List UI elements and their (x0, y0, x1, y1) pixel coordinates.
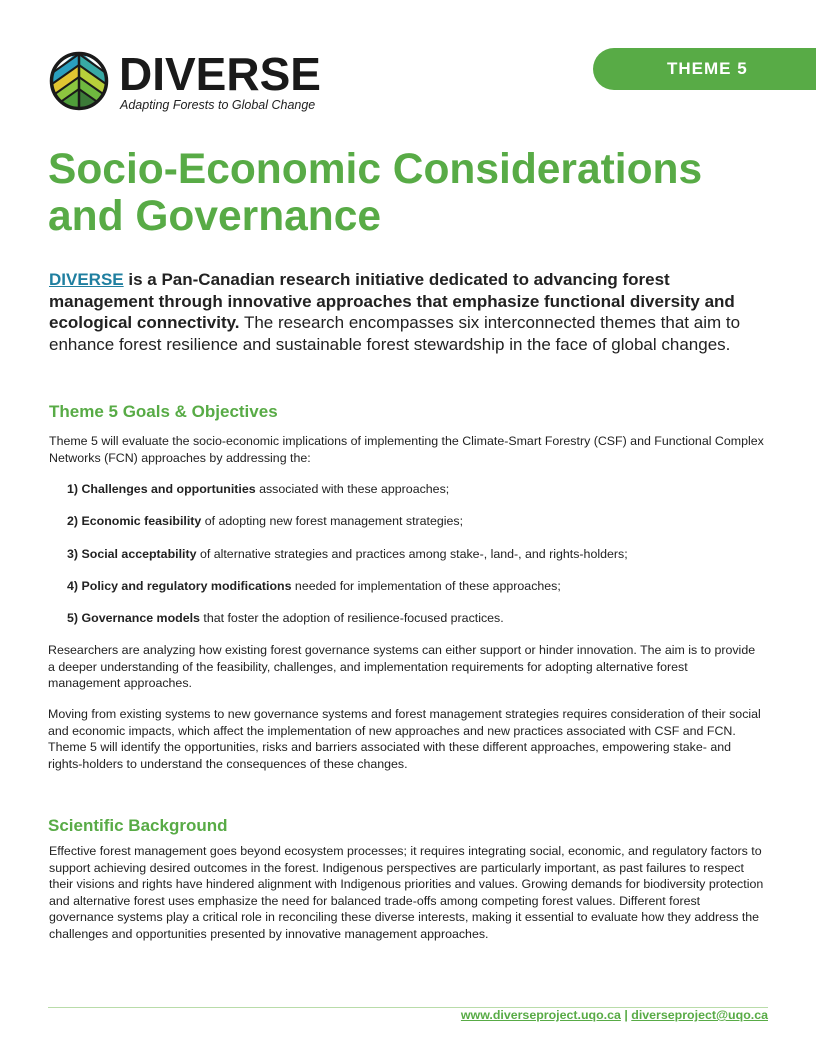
objective-number: 3) (67, 546, 79, 561)
diverse-link[interactable]: DIVERSE (49, 270, 124, 289)
objective-number: 2) (67, 514, 79, 529)
goals-paragraph-2: Moving from existing systems to new governance systems and forest management strategies requires consideration of their social and economic impacts, which affect the implementation of new approaches and new practices associated with CSF and FCN. Theme 5 will identify the opportunities, risks and barriers associated with these different approaches, empowering stake- and rights-holders to understand the consequences of these changes. (48, 707, 761, 771)
title-line-1: Socio-Economic Considerations (48, 146, 703, 193)
website-link[interactable]: www.diverseproject.uqo.ca (460, 1008, 621, 1022)
objective-title: Governance models (81, 611, 200, 626)
title-line-2: and Governance (48, 193, 382, 240)
footer-links (461, 1008, 768, 1022)
objective-number: 4) (67, 578, 79, 593)
list-item (67, 545, 628, 577)
objective-title: Economic feasibility (81, 514, 202, 529)
intro-bold-text: is a Pan-Canadian research initiative dedicated to advancing forest management through innovative approaches that emphasize functional diversity and ecological connectivity. (49, 270, 735, 332)
brand-tagline: Adapting Forests to Global Change (120, 98, 316, 112)
diverse-logo[interactable] (49, 48, 321, 115)
objective-text: of adopting new forest management strategies; (201, 514, 464, 529)
email-link[interactable]: diverseproject@uqo.ca (631, 1008, 768, 1022)
objective-text: needed for implementation of these approaches; (291, 578, 561, 593)
objective-number: 1) (67, 482, 79, 496)
page-title (48, 146, 788, 240)
theme-badge: THEME 5 (593, 48, 816, 90)
forest-emblem-icon (49, 51, 109, 111)
goals-heading: Theme 5 Goals & Objectives (49, 402, 278, 421)
list-item (67, 512, 628, 544)
background-heading: Scientific Background (48, 816, 228, 835)
objective-text: associated with these approaches; (255, 482, 450, 496)
list-item (67, 577, 628, 609)
list-item (67, 480, 628, 512)
objective-text: that foster the adoption of resilience-focused practices. (199, 611, 504, 626)
background-paragraph: Effective forest management goes beyond ecosystem processes; it requires integrating social, economic, and regulatory factors to support achieving desired outcomes in the forest. Indigenous perspectives are particularly important, as past failures to respect their visions and rights have hindered alignment with Indigenous priorities and values. Growing demands for biodiversity protection and alternative forest uses emphasize the need for balanced trade-offs among competing forest values. Different forest governance systems play a critical role in reconciling these diverse interests, making it essential to evaluate how they address the challenges and opportunities presented by innovative management approaches. (49, 844, 764, 941)
brand-name: DIVERSE (119, 48, 321, 100)
objective-title: Challenges and opportunities (81, 482, 256, 496)
objective-number: 5) (67, 611, 79, 626)
footer-separator: | (620, 1008, 632, 1022)
objective-title: Policy and regulatory modifications (81, 578, 292, 593)
goals-paragraph-1: Researchers are analyzing how existing forest governance systems can either support or hinder innovation. The aim is to provide a deeper understanding of the feasibility, challenges, and implementation requirements for adopting alternative forest management approaches. (48, 643, 756, 690)
goals-lead: Theme 5 will evaluate the socio-economic implications of implementing the Climate-Smart Forestry (CSF) and Functional Complex Networks (FCN) approaches by addressing the: (49, 434, 764, 465)
intro-paragraph (49, 269, 779, 355)
intro-rest-text: The research encompasses six interconnected themes that aim to enhance forest resilience and sustainable forest stewardship in the face of global changes. (49, 313, 741, 354)
objectives-list (67, 480, 628, 641)
objective-title: Social acceptability (81, 546, 197, 561)
list-item (67, 609, 628, 641)
objective-text: of alternative strategies and practices among stake-, land-, and rights-holders; (196, 546, 628, 561)
